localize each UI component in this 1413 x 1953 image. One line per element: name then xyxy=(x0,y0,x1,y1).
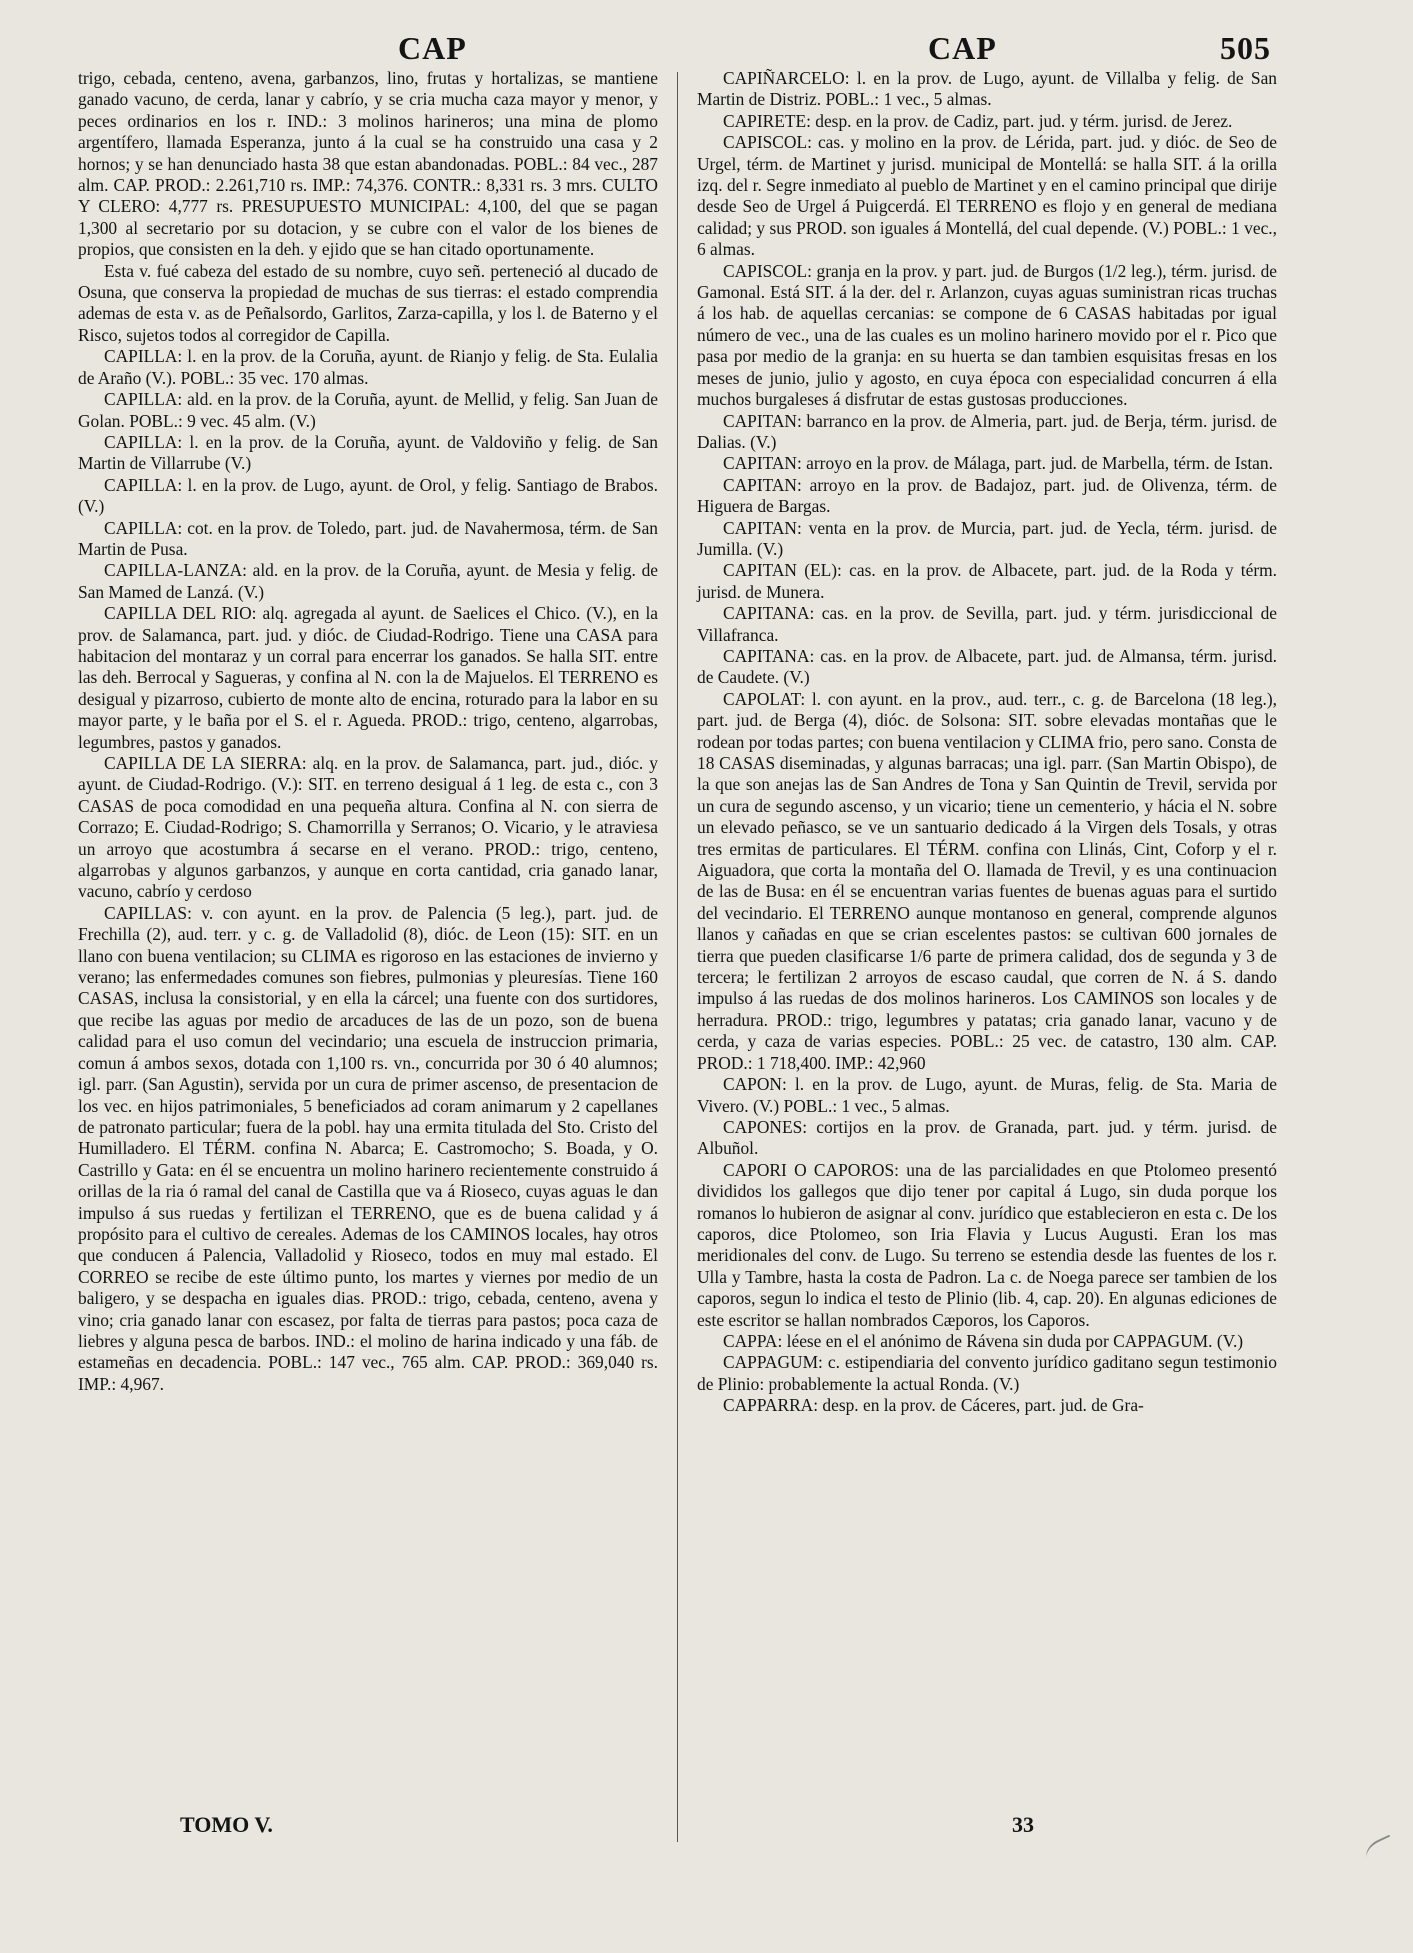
entry-paragraph: CAPIÑARCELO: l. en la prov. de Lugo, ayunt. de Villalba y felig. de San Martin de Distriz. POBL.: 1 vec., 5 almas. xyxy=(697,68,1277,110)
entry-paragraph: CAPILLA: l. en la prov. de la Coruña, ayunt. de Valdoviño y felig. de San Martin de Villarrube (V.) xyxy=(78,431,658,474)
entry-paragraph: CAPPARRA: desp. en la prov. de Cáceres, part. jud. de Gra- xyxy=(723,1395,1144,1416)
entry-paragraph: CAPITANA: cas. en la prov. de Sevilla, part. jud. y térm. jurisdiccional de Villafranca. xyxy=(697,603,1277,645)
pen-mark xyxy=(1362,1835,1398,1866)
entry-paragraph: CAPITAN: arroyo en la prov. de Málaga, part. jud. de Marbella, térm. de Istan. xyxy=(723,453,1273,474)
entry-paragraph: CAPITAN: barranco en la prov. de Almeria, part. jud. de Berja, térm. jurisd. de Dalias. (V.) xyxy=(697,410,1277,452)
entry-paragraph: CAPITANA: cas. en la prov. de Albacete, part. jud. de Almansa, térm. jurisd. de Caudete. (V.) xyxy=(697,645,1277,688)
entry-paragraph: CAPILLA: ald. en la prov. de la Coruña, ayunt. de Mellid, y felig. San Juan de Golan. POBL.: 9 vec. 45 alm. (V.) xyxy=(78,389,658,431)
entry-paragraph: CAPPA: léese en el el anónimo de Rávena sin duda por CAPPAGUM. (V.) xyxy=(723,1330,1244,1351)
left-column xyxy=(78,68,658,1395)
entry-paragraph: CAPILLA DEL RIO: alq. agregada al ayunt. de Saelices el Chico. (V.), en la prov. de Salamanca, part. jud. y dióc. de Ciudad-Rodrigo. Tiene una CASA para habitacion del montaraz y un corral para encerrar los ganados. Se halla SIT. entre las deh. Berrocal y Sagueras, y confina al N. con la de Majuelos. El TERRENO es desigual y pizarroso, cubierto de monte alto de encina, roturado para la labor en su mayor parte, y le baña por el S. el r. Agueda. PROD.: trigo, centeno, algarrobas, legumbres, pastos y ganados. xyxy=(78,603,658,752)
entry-paragraph: CAPILLA: cot. en la prov. de Toledo, part. jud. de Navahermosa, térm. de San Martin de Pusa. xyxy=(78,517,658,559)
entry-paragraph: CAPILLA-LANZA: ald. en la prov. de la Coruña, ayunt. de Mesia y felig. de San Mamed de Lanzá. (V.) xyxy=(78,560,658,602)
entry-paragraph: CAPISCOL: cas. y molino en la prov. de Lérida, part. jud. y dióc. de Seo de Urgel, térm. de Martinet y jurisd. municipal de Montellá: se halla SIT. á la orilla izq. del r. Segre inmediato al pueblo de Martinet y en el camino principal que dirije desde Seo de Urgel á Puigcerdá. El TERRENO es flojo y en general de mediana calidad; y sus PROD. son iguales á Montellá, del cual depende. (V.) POBL.: 1 vec., 6 almas. xyxy=(697,132,1277,260)
entry-paragraph: CAPITAN: arroyo en la prov. de Badajoz, part. jud. de Olivenza, térm. de Higuera de Bargas. xyxy=(697,474,1277,517)
entry-paragraph: CAPOLAT: l. con ayunt. en la prov., aud. terr., c. g. de Barcelona (18 leg.), part. jud. de Berga (4), dióc. de Solsona: SIT. sobre elevadas montañas que le rodean por todas partes; con buena ventilacion y CLIMA frio, pero sano. Consta de 18 CASAS diseminadas, y algunas barracas; una igl. parr. (San Martin Obispo), de la que son anejas las de San Andres de Tona y San Quintin de Trevil, servida por un cura de segundo ascenso, y un vicario; tiene un cementerio, y hácia el N. sobre un elevado peñasco, se ve un santuario dedicado á la Virgen dels Tosals, y otras tres ermitas de particulares. El TÉRM. confina con Llinás, Cint, Coforp y el r. Aiguadora, que corta la montaña del O. llamada de Trevil, y es una continuacion de las de Busa: en él se encuentran varias fuentes de buenas aguas para el surtido del vecindario. El TERRENO aunque montanoso en general, comprende algunos llanos y cañadas en que se crian escelentes pastos: se cultivan 600 jornales de tierra que pueden clasificarse 1/6 parte de primera calidad, dos de segunda y 3 de tercera; le fertilizan 2 arroyos de escaso caudal, que corren de N. á S. dando impulso á las ruedas de dos molinos harineros. Los CAMINOS son locales y de herradura. PROD.: trigo, legumbres y patatas; cria ganado lanar, vacuno y de cerda, y caza de varias especies. POBL.: 25 vec. de catastro, 130 alm. CAP. PROD.: 1 718,400. IMP.: 42,960 xyxy=(697,688,1277,1073)
entry-paragraph: CAPILLA: l. en la prov. de Lugo, ayunt. de Orol, y felig. Santiago de Brabos. (V.) xyxy=(78,474,658,517)
entry-paragraph: CAPITAN: venta en la prov. de Murcia, part. jud. de Yecla, térm. jurisd. de Jumilla. (V.) xyxy=(697,517,1277,559)
entry-paragraph: Esta v. fué cabeza del estado de su nombre, cuyo señ. perteneció al ducado de Osuna, que conserva la propiedad de muchas de sus tierras: el estado comprendia ademas de esta v. as de Peñalsordo, Garlitos, Zarza-capilla, y los l. de Baterno y el Risco, sujetos todos al corregidor de Capilla. xyxy=(78,260,658,345)
column-divider xyxy=(677,72,678,1842)
entry-paragraph: CAPITAN (EL): cas. en la prov. de Albacete, part. jud. de la Roda y térm. jurisd. de Munera. xyxy=(697,560,1277,602)
right-column xyxy=(697,68,1277,1417)
entry-paragraph: CAPIRETE: desp. en la prov. de Cadiz, part. jud. y térm. jurisd. de Jerez. xyxy=(723,110,1233,131)
running-header-right: CAP xyxy=(928,30,997,66)
entry-paragraph: CAPILLA DE LA SIERRA: alq. en la prov. de Salamanca, part. jud., dióc. y ayunt. de Ciudad-Rodrigo. (V.): SIT. en terreno desigual á 1 leg. de esta c., con 3 CASAS de poca comodidad en una pequeña altura. Confina al N. con sierra de Corrazo; E. Ciudad-Rodrigo; S. Chamorrilla y Serranos; O. Vicario, y le atraviesa un arroyo que acostumbra á secarse en el verano. PROD.: trigo, centeno, algarrobas y algunos garbanzos, y aunque en corta cantidad, cria ganado lanar, vacuno, cabrío y cerdoso xyxy=(78,753,658,902)
page-number: 505 xyxy=(1220,30,1271,66)
entry-paragraph: trigo, cebada, centeno, avena, garbanzos, lino, frutas y hortalizas, se mantiene ganado vacuno, de cerda, lanar y cabrío, y se cria mucha caza mayor y menor, y peces ordinarios en los r. IND.: 3 molinos harineros; una mina de plomo argentífero, llamada Esperanza, junto á la cual se ha construido una casa y 2 hornos; y se han denunciado hasta 38 que estan abandonadas. POBL.: 84 vec., 287 alm. CAP. PROD.: 2.261,710 rs. IMP.: 74,376. CONTR.: 8,331 rs. 3 mrs. CULTO Y CLERO: 4,777 rs. PRESUPUESTO MUNICIPAL: 4,100, del que se pagan 1,300 al secretario por su dotacion, y se cubre con el valor de los bienes de propios, que consisten en la deh. y ejido que se han citado oportunamente. xyxy=(78,68,658,260)
entry-paragraph: CAPILLA: l. en la prov. de la Coruña, ayunt. de Rianjo y felig. de Sta. Eulalia de Araño (V.). POBL.: 35 vec. 170 almas. xyxy=(78,346,658,388)
running-header-left: CAP xyxy=(398,30,467,66)
entry-paragraph: CAPISCOL: granja en la prov. y part. jud. de Burgos (1/2 leg.), térm. jurisd. de Gamonal. Está SIT. á la der. del r. Arlanzon, cuyas aguas suministran ricas truchas á los hab. de aquellas cercanias: se compone de 6 CASAS habitadas por igual número de vec., una de las cuales es un molino harinero movido por el r. Pico que pasa por medio de la granja: en su huerta se dan tambien esquisitas fresas en los meses de junio, julio y agosto, en cuya época con especialidad concurren á ella muchos burgaleses á disfrutar de estas gustosas producciones. xyxy=(697,260,1277,410)
entry-paragraph: CAPILLAS: v. con ayunt. en la prov. de Palencia (5 leg.), part. jud. de Frechilla (2), aud. terr. y c. g. de Valladolid (8), dióc. de Leon (15): SIT. en un llano con buena ventilacion; su CLIMA es rigoroso en las estaciones de invierno y verano; las enfermedades comunes son fiebres, pulmonias y pleuresías. Tiene 160 CASAS, inclusa la consistorial, y en ella la cárcel; una fuente con dos surtidores, que recibe las aguas por medio de arcaduces de las de un pozo, son de buena calidad para el uso comun del vecindario; una escuela de instruccion primaria, comun á ambos sexos, dotada con 1,100 rs. vn., concurrida por 30 ó 40 alumnos; igl. parr. (San Agustin), servida por un cura de primer ascenso, de presentacion de los vec. en hijos patrimoniales, 5 beneficiados ad coram animarum y 2 capellanes de patronato particular; fuera de la pobl. hay una ermita titulada del Sto. Cristo del Humilladero. El TÉRM. confina N. Abarca; E. Castromocho; S. Boada, y O. Castrillo y Gata: en él se encuentra un molino harinero recientemente construido á orillas de la ria ó ramal del canal de Castilla que va á Rioseco, cuyas aguas le dan impulso á sus ruedas y fertilizan el TERRENO, que es de buena calidad y á propósito para el cultivo de cereales. Ademas de los CAMINOS locales, hay otros que conducen á Palencia, Valladolid y Rioseco, todos en muy mal estado. El CORREO se recibe de este último punto, los martes y viernes por medio de un baligero, y se despacha en iguales dias. PROD.: trigo, cebada, centeno, avena y vino; cria ganado lanar con escasez, por falta de tierras para pastos; poca caza de liebres y alguna pesca de barbos. IND.: el molino de harina indicado y una fáb. de estameñas en decadencia. POBL.: 147 vec., 765 alm. CAP. PROD.: 369,040 rs. IMP.: 4,967. xyxy=(78,902,658,1394)
volume-label: TOMO V. xyxy=(180,1812,273,1837)
entry-paragraph: CAPONES: cortijos en la prov. de Granada, part. jud. y térm. jurisd. de Albuñol. xyxy=(697,1116,1277,1159)
entry-paragraph: CAPORI O CAPOROS: una de las parcialidades en que Ptolomeo presentó divididos los gallegos que dijo tener por capital á Lugo, sin duda porque los romanos lo hubieron de asignar al conv. jurídico que establecieron en esta c. De los caporos, dice Ptolomeo, son Iria Flavia y Lucus Augusti. Eran los mas meridionales del conv. de Lugo. Su terreno se estendia desde las fuentes de los r. Ulla y Tambre, hasta la costa de Padron. La c. de Noega parece ser tambien de los caporos, segun lo indica el testo de Plinio (lib. 4, cap. 20). En algunas ediciones de este escritor se hallan nombrados Cæporos, los Caporos. xyxy=(697,1159,1277,1330)
entry-paragraph: CAPPAGUM: c. estipendiaria del convento jurídico gaditano segun testimonio de Plinio: probablemente la actual Ronda. (V.) xyxy=(697,1352,1277,1394)
entry-paragraph: CAPON: l. en la prov. de Lugo, ayunt. de Muras, felig. de Sta. Maria de Vivero. (V.) POBL.: 1 vec., 5 almas. xyxy=(697,1074,1277,1116)
signature-mark: 33 xyxy=(1012,1812,1034,1837)
